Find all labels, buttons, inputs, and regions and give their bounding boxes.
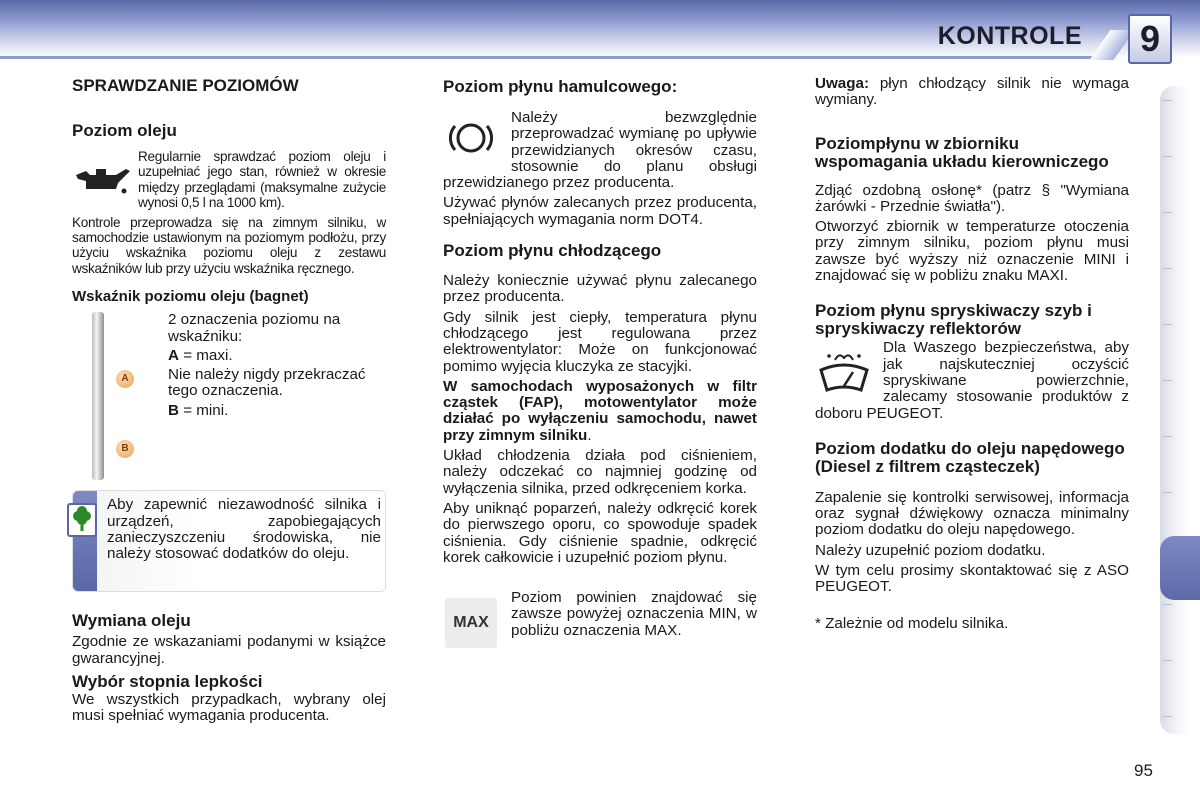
chapter-side-tab [1160,536,1200,600]
oil-level-check: Kontrole przeprowadza się na zimnym silniku, w samochodzie ustawionym na poziomym podłożu, przy użyciu wskaźnika poziomu oleju z zestawu wskaźników lub przy użyciu wskaźnika ręcznego. [72,214,386,276]
environment-note [72,490,386,592]
brake-text1: Należy bezwzględnie przeprowadzać wymianę po upływie przewidzianych okresów czasu, stosownie do planu obsługi przewidzianego przez producenta. [443,109,757,192]
dipstick-a-line [168,348,386,364]
side-tick [1162,436,1172,437]
chapter-title: KONTROLE [937,22,1082,50]
side-tick [1162,380,1172,381]
oil-level-heading: Poziom oleju [72,121,177,140]
side-tick [1162,492,1172,493]
side-tick [1162,212,1172,213]
page-number: 95 [1134,761,1153,780]
washer-fluid-icon [815,348,873,398]
side-strip [1160,86,1190,734]
warning-text: płyn chłodzący silnik nie wymaga wymiany. [815,75,1129,109]
oil-can-icon [72,157,132,201]
side-tick [1162,324,1172,325]
side-tick [1162,716,1172,717]
dipstick-illustration [72,312,386,484]
viscosity-text: We wszystkich przypadkach, wybrany olej musi spełniać wymagania producenta. [72,690,386,725]
b-label: B [168,401,179,419]
side-tick [1162,604,1172,605]
coolant-p3 [443,379,757,444]
dipstick-text [168,312,386,419]
side-tick [1162,660,1172,661]
coolant-p2: Gdy silnik jest ciepły, temperatura płynu chłodzącego jest regulowana przez elektrowentylator: Może on funkcjonować pomimo wyjęcia kluczyka ze stacyjki. [443,308,757,375]
dipstick-line2: Nie należy nigdy przekraczać tego oznaczenia. [168,366,366,400]
header-rule [0,56,1105,59]
dipstick-b-line [168,403,386,419]
column-middle [443,78,757,648]
additive-heading: Poziom dodatku do oleju napędowego (Diesel z filtrem cząsteczek) [815,438,1125,476]
note-text: Aby zapewnić niezawodność silnika i urządzeń, zapobiegających zanieczyszczeniu środowiska, nie należy stosować dodatków do oleju. [107,496,381,563]
column-right [815,76,1129,632]
dipstick-image [92,312,104,480]
chapter-number: 9 [1128,14,1172,64]
dipstick-line1: 2 oznaczenia poziomu na wskaźniku: [168,311,341,345]
section-title: SPRAWDZANIE POZIOMÓW [72,76,299,95]
max-text: Poziom powinien znajdować się zawsze powyżej oznaczenia MIN, w pobliżu oznaczenia MAX. [511,589,757,639]
brake-fluid-icon [443,116,499,160]
dipstick-heading: Wskaźnik poziomu oleju (bagnet) [72,288,309,306]
coolant-heading: Poziom płynu chłodzącego [443,241,662,261]
coolant-p3-end: . [587,426,592,444]
washer-heading: Poziom płynu spryskiwaczy szyb i spryskiwaczy reflektorów [815,301,1092,339]
side-tick [1162,100,1172,101]
steering-p1: Zdjąć ozdobną osłonę* (patrz § "Wymiana żarówki - Przednie światła"). [815,181,1129,215]
b-text: = mini. [178,401,229,419]
washer-text: Dla Waszego bezpieczeństwa, aby jak najskuteczniej oczyścić spryskiwane powierzchnie, zalecamy stosowanie produktów z doboru PEUGEOT. [815,339,1129,422]
coolant-p5: Aby uniknąć poparzeń, należy odkręcić korek do pierwszego oporu, co spowoduje spadek ciśnienia. Gdy ciśnienie spadnie, odkręcić korek całkowicie i uzupełnić poziom płynu. [443,499,757,566]
additive-p1: Zapalenie się kontrolki serwisowej, informacja oraz sygnał dźwiękowy oznacza minimalny poziom dodatku do oleju napędowego. [815,488,1129,539]
a-label: A [168,346,179,364]
oil-change-heading: Wymiana oleju [72,611,191,631]
oil-change-text: Zgodnie ze wskazaniami podanymi w książce gwarancyjnej. [72,633,386,667]
coolant-fap-warning: W samochodach wyposażonych w filtr cząstek (FAP), motowentylator może działać po wyłączeniu samochodu, nawet przy zimnym silniku [443,377,757,444]
brake-heading: Poziom płynu hamulcowego: [443,77,678,96]
steering-p2: Otworzyć zbiornik w temperaturze otoczenia przy zimnym silniku, poziom płynu musi zawsze być wyższy niż oznaczenie MINI i znajdować się w pobliżu znaku MAXI. [815,218,1129,285]
max-mark-icon: MAX [445,598,497,648]
viscosity-heading: Wybór stopnia lepkości [72,671,263,691]
side-tick [1162,268,1172,269]
warning-label: Uwaga: [815,75,870,92]
footnote: * Zależnie od modelu silnika. [815,614,1009,632]
marker-b: B [116,440,134,458]
additive-p2: Należy uzupełnić poziom dodatku. [815,541,1046,559]
steering-heading: Poziompłynu w zbiorniku wspomagania układu kierowniczego [815,133,1109,171]
a-text: = maxi. [178,346,233,364]
coolant-warning [815,76,1129,109]
marker-a: A [116,370,134,388]
coolant-p1: Należy koniecznie używać płynu zalecanego przez producenta. [443,272,757,306]
side-tick [1162,156,1172,157]
coolant-p4: Układ chłodzenia działa pod ciśnieniem, należy odczekać co najmniej godzinę od wyłączenia silnika, przed odkręceniem korka. [443,447,757,497]
brake-text2: Używać płynów zalecanych przez producenta, spełniających wymagania norm DOT4. [443,194,757,228]
column-left [72,76,386,724]
additive-p3: W tym celu prosimy skontaktować się z ASO PEUGEOT. [815,562,1129,596]
tree-icon [67,503,97,537]
oil-level-intro: Regularnie sprawdzać poziom oleju i uzupełniać jego stan, również w okresie między przeglądami (maksymalne zużycie wynosi 0,5 l na 1000 km). [138,149,386,211]
